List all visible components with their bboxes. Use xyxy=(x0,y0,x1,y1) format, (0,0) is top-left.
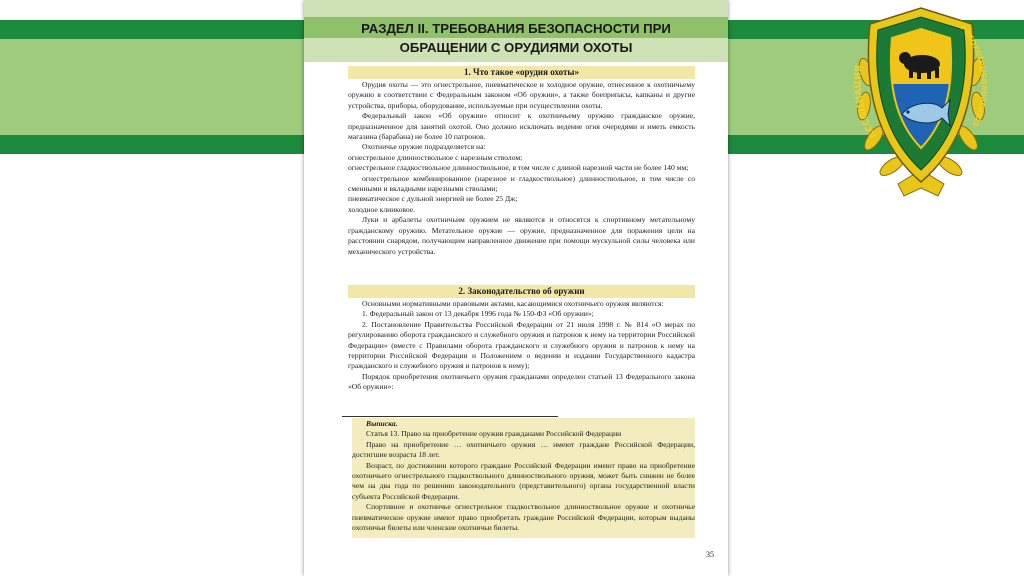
paragraph: Статья 13. Право на приобретение оружия гражданами Российской Федерации xyxy=(366,429,622,439)
emblem-text-right: РОСОХОТРЫБОЛОВСОЮЗ xyxy=(958,23,988,128)
list-item: холодное клинковое. xyxy=(348,204,416,214)
list-item: огнестрельное комбинированное (нарезное и гладкоствольное) длинноствольное, в том числе со сменными и вкладными нарезными стволами; xyxy=(348,173,695,194)
paragraph: Орудия охоты — это огнестрельное, пневматическое и холодное оружие, отнесенное к охотничьему оружию в соответствии с Федеральным законом «Об оружии», а также боеприпасы, капканы и другие устройства, приборы, оборудование, используемые при осуществлении охоты. xyxy=(348,80,695,110)
list-item: огнестрельное длинноствольное с нарезным стволом; xyxy=(348,152,523,162)
list-item: пневматическое с дульной энергией не более 25 Дж; xyxy=(348,194,518,204)
association-emblem xyxy=(850,2,992,208)
section2-body xyxy=(348,299,695,393)
page-number: 35 xyxy=(706,550,714,559)
paragraph: Основными нормативными правовыми актами, касающимися охотничьего оружия являются: xyxy=(362,299,664,308)
list-item: 1. Федеральный закон от 13 декабря 1996 года № 150-ФЗ «Об оружии»; xyxy=(362,309,594,319)
emblem-text-left: АССОЦИАЦИЯ xyxy=(853,64,880,140)
paragraph: Охотничье оружие подразделяется на: xyxy=(362,142,486,152)
paragraph: Возраст, по достижении которого граждане Российской Федерации имеют право на приобретение охотничьего огнестрельного гладкоствольного длинноствольного оружия, может быть снижен не более чем на два года по решению законодательного (представительного) органа государственной власти субъекта Российской Федерации. xyxy=(352,460,695,501)
section1-body xyxy=(348,80,695,257)
list-item: огнестрельное гладкоствольное длинноствольное, в том числе с длиной нарезной части не более 140 мм; xyxy=(348,163,689,173)
paragraph: Луки и арбалеты охотничьим оружием не являются и относятся к спортивному метательному гражданскому оружию. Метательное оружие — оружие, предназначенное для поражения цели на расстоянии снарядом, получающим направленное движение при помощи мускульной силы человека или механического устройства. xyxy=(348,215,695,256)
excerpt-label: Выписка. xyxy=(366,419,398,428)
paragraph: Право на приобретение … охотничьего оружия … имеют граждане Российской Федерации, достигшие возраста 18 лет. xyxy=(352,439,695,460)
excerpt-body xyxy=(352,419,695,533)
section1-heading: 1. Что такое «орудия охоты» xyxy=(464,67,579,77)
divider-line xyxy=(342,416,558,417)
document-page xyxy=(304,0,728,576)
paragraph: Спортивное и охотничье огнестрельное гладкоствольное длинноствольное оружие и охотничье пневматическое оружие имеют право приобретать граждане Российской Федерации, которым выданы охотничьи билеты или членские охотничьи билеты. xyxy=(352,502,695,533)
page-title-line2: ОБРАЩЕНИИ С ОРУДИЯМИ ОХОТЫ xyxy=(399,40,633,55)
list-item: 2. Постановление Правительства Российской Федерации от 21 июля 1998 г. № 814 «О мерах по регулированию оборота гражданского и служебного оружия и патронов к нему на территории Российской Федерации» (вместе с Правилами оборота гражданского и служебного оружия и патронов к нему на территории Российской Федерации и Положением о ведении и издании Государственного кадастра гражданского и служебного оружия и патронов к нему); xyxy=(348,319,695,371)
paragraph: Порядок приобретения охотничьего оружия гражданами определен статьей 13 Федерального закона «Об оружии»: xyxy=(348,371,695,392)
paragraph: Федеральный закон «Об оружии» относит к охотничьему оружию гражданское оружие, предназначенное для занятий охотой. Оно должно исключать ведение огня очередями и иметь емкость магазина (барабана) не более 10 патронов. xyxy=(348,111,695,142)
section2-heading: 2. Законодательство об оружии xyxy=(458,286,585,296)
page-title-line1: РАЗДЕЛ II. ТРЕБОВАНИЯ БЕЗОПАСНОСТИ ПРИ xyxy=(361,21,671,36)
